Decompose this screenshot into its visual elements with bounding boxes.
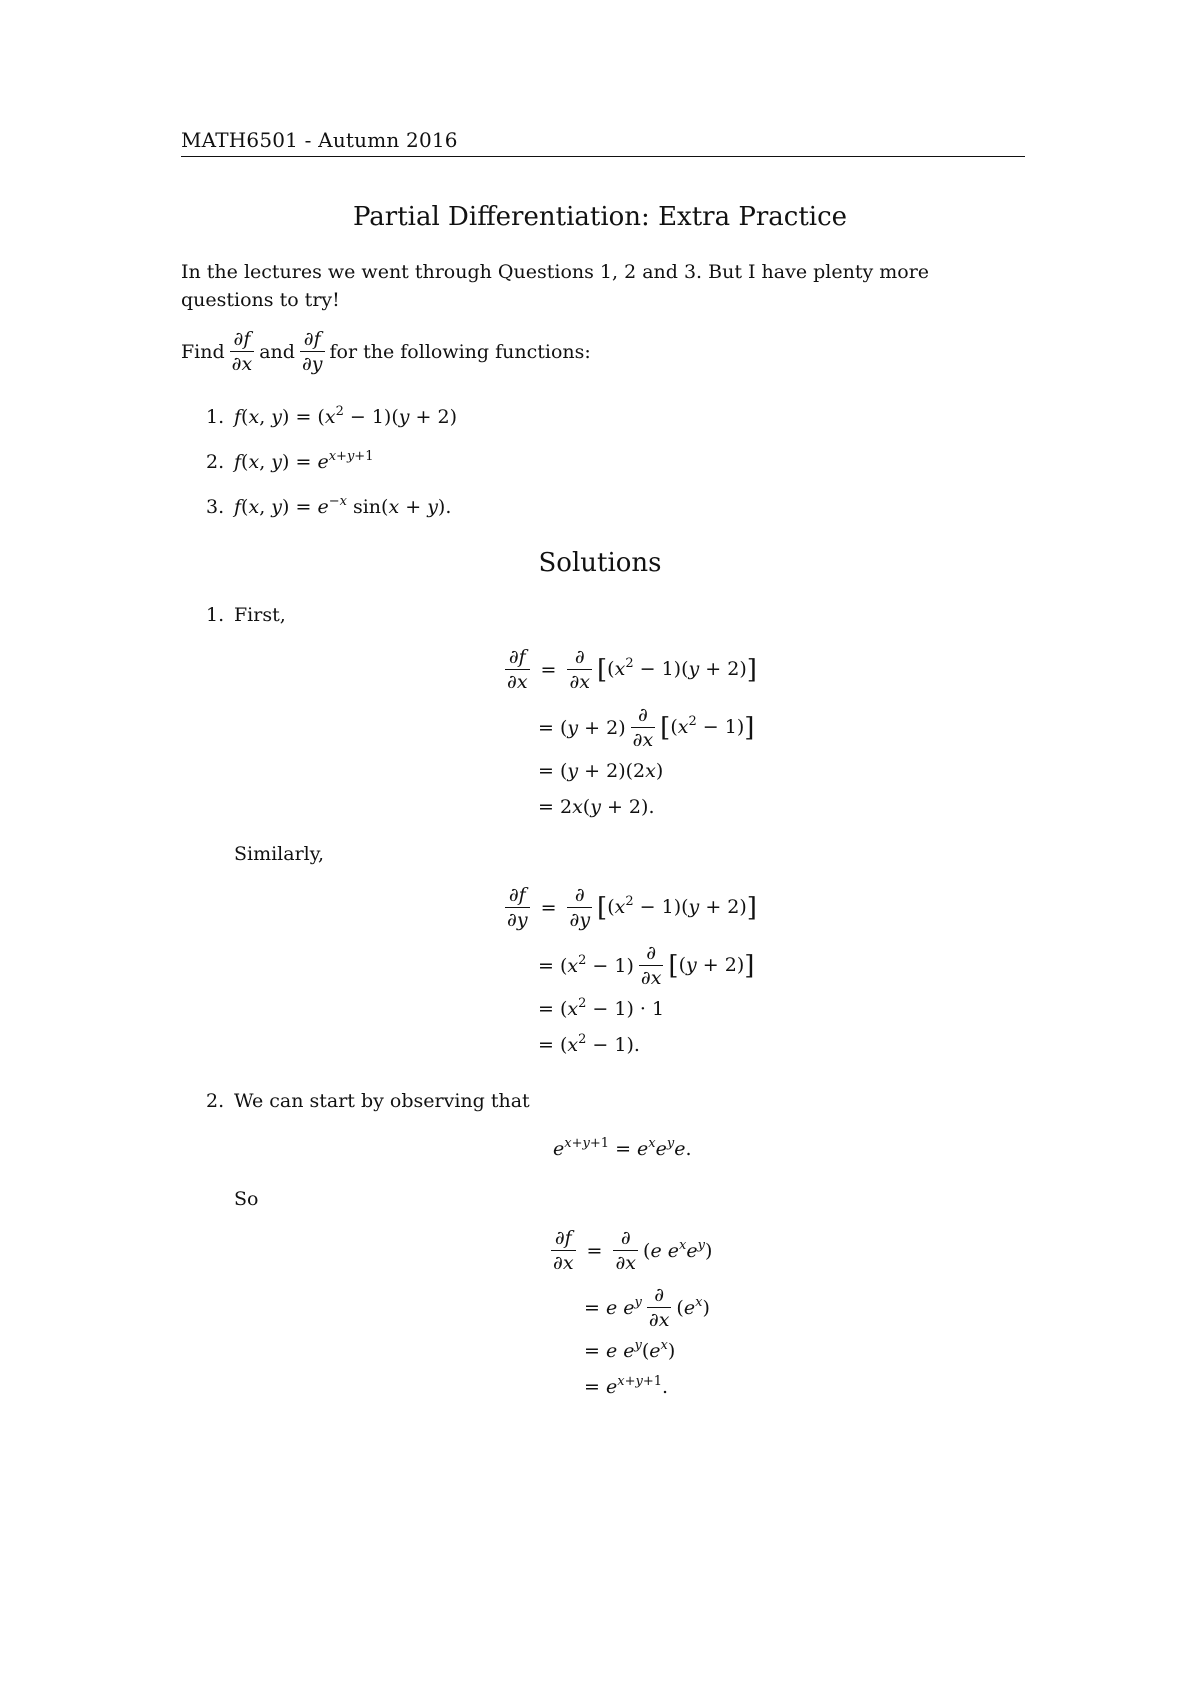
find-and: and xyxy=(259,341,295,363)
question-3: 3. f(x, $y) = e^{-x}$ sin(x + y). xyxy=(206,494,452,518)
similarly-text: Similarly, xyxy=(234,843,324,865)
sol1-dy-line-4: = $(x^2 - 1)$. xyxy=(538,1032,640,1056)
question-2: 2. f(x, $y) = e^{x+y+1}$ xyxy=(206,449,374,473)
so-text: So xyxy=(234,1188,259,1210)
header-rule xyxy=(181,156,1025,157)
course-header: MATH6501 - Autumn 2016 xyxy=(181,128,458,152)
solution-1-lead: 1. First, xyxy=(206,604,286,626)
intro-paragraph: In the lectures we went through Questions 1, 2 and 3. But I have plenty more questions to try! xyxy=(181,261,930,311)
find-prefix: Find xyxy=(181,341,225,363)
sol2-identity: $e^{x+y+1} = e^xe^ye$. xyxy=(553,1136,692,1160)
find-suffix: for the following functions: xyxy=(329,341,591,363)
solution-2-lead: 2. We can start by observing that xyxy=(206,1090,530,1112)
sol2-line-1: $\frac{\partial f}{\partial x}$ = $\frac{\partial}{\partial x}$ (e $e^xe^y$) xyxy=(553,1227,713,1274)
find-instruction xyxy=(181,330,591,374)
sol2-line-4: = $e^{x+y+1}$. xyxy=(584,1374,669,1398)
page-title: Partial Differentiation: Extra Practice xyxy=(352,202,848,232)
sol2-line-2: = e $e^y$ $\frac{\partial}{\partial x}$ $(e^x)$ xyxy=(584,1284,710,1331)
question-1: 1. f(x, $y) = (x^2 - 1)(y + 2)$ xyxy=(206,404,457,428)
sol1-dx-line-2: = (y + 2) $\frac{\partial}{\partial x}$ $[(x^2 - 1)]$ xyxy=(538,704,755,751)
sol1-dy-line-2: = $(x^2 - 1)$ $\frac{\partial}{\partial x}$ [(y + 2)] xyxy=(538,942,755,989)
sol2-line-3: = e $e^y(e^x)$ xyxy=(584,1338,676,1362)
sol1-dy-line-1: $\frac{\partial f}{\partial y}$ = $\frac{\partial}{\partial y}$ $[(x^2 - 1)(y + 2)]$ xyxy=(507,884,757,931)
sol1-dx-line-4: = 2x(y + 2). xyxy=(538,796,655,818)
sol1-dx-line-3: = (y + 2)(2x) xyxy=(538,760,664,782)
solutions-heading: Solutions xyxy=(538,548,662,578)
sol1-dy-line-3: = $(x^2 - 1) \cdot 1$ xyxy=(538,996,665,1020)
df-dx-fraction: $\frac{\partial f}{\partial x}$ xyxy=(231,328,253,375)
sol1-dx-line-1: $\frac{\partial f}{\partial x}$ = $\frac{\partial}{\partial x}$ $[(x^2 - 1)(y + 2)]$ xyxy=(507,646,757,693)
df-dy-fraction: $\frac{\partial f}{\partial y}$ xyxy=(301,328,323,375)
